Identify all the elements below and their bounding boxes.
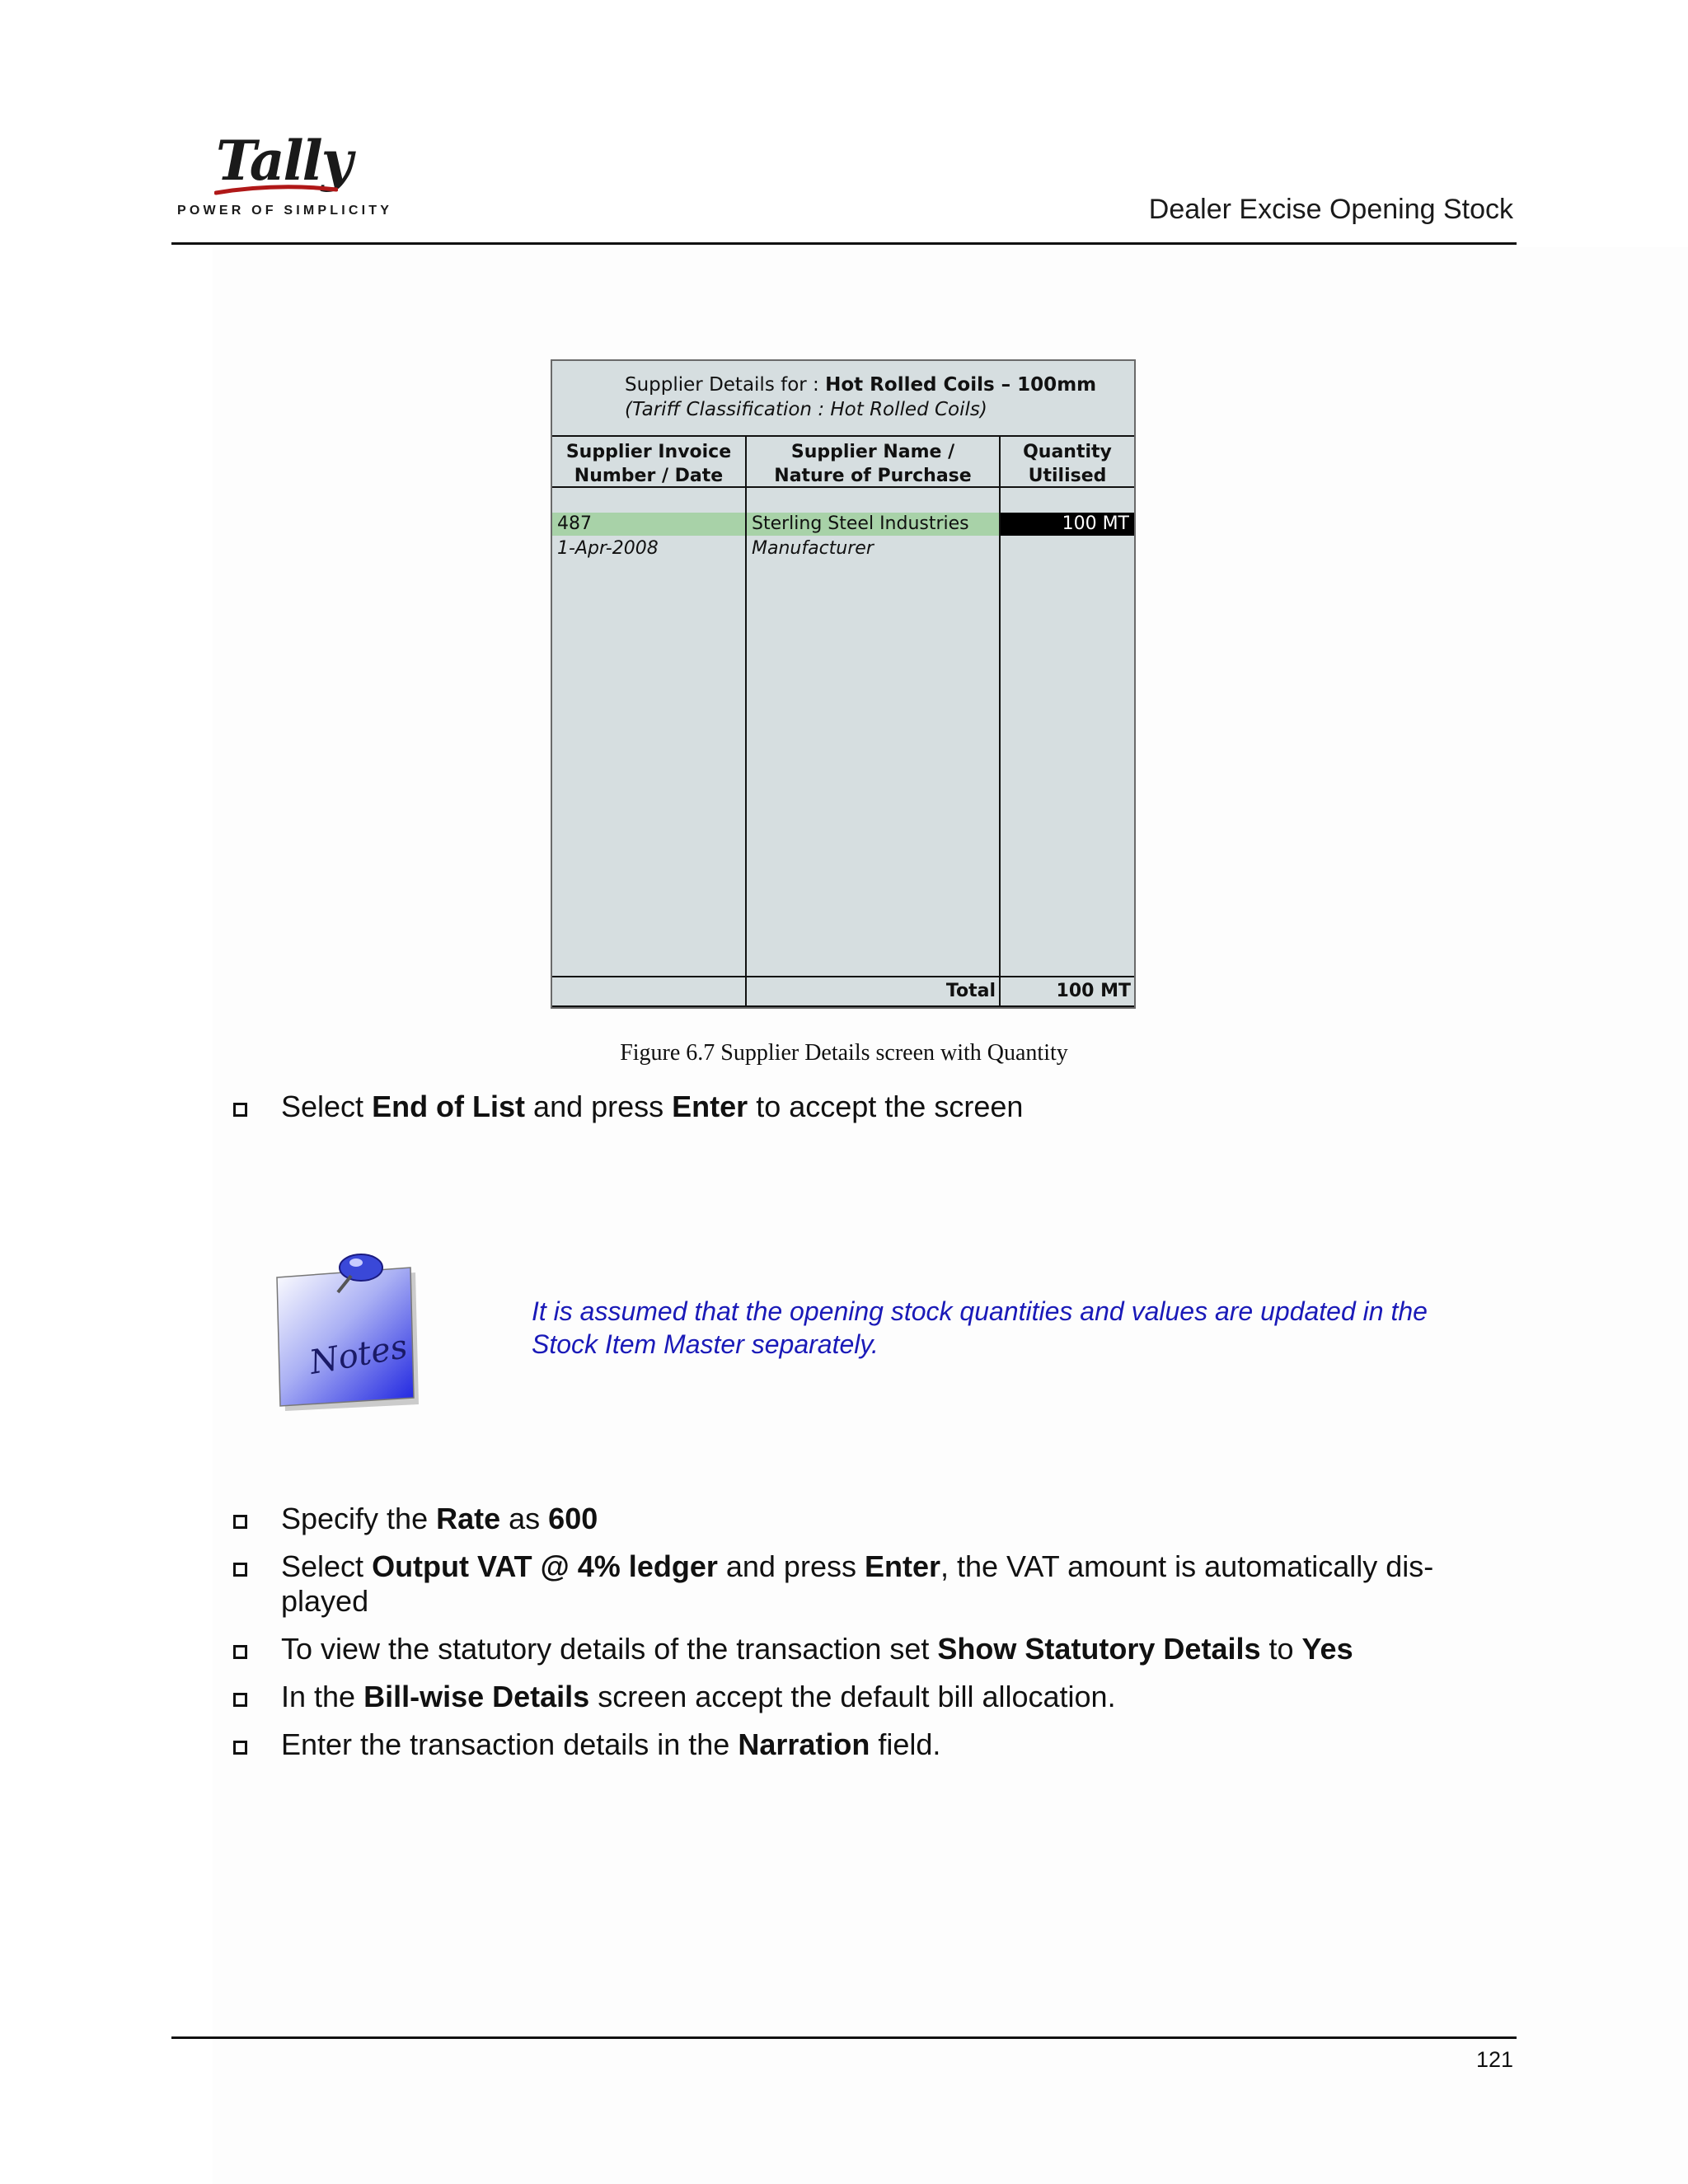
supplier-details-screen xyxy=(551,359,1136,1009)
note-text: It is assumed that the opening stock quantities and values are updated in the Stock Item Master separately. xyxy=(532,1296,1428,1359)
column-header-line: Number / Date xyxy=(574,466,724,486)
bullet-text-part: To view the statutory details of the transaction set xyxy=(281,1632,938,1666)
bullet-text-bold: Bill-wise Details xyxy=(363,1680,590,1713)
bullet-square-icon xyxy=(233,1103,247,1117)
logo-wordmark: Tally xyxy=(216,129,352,193)
total-label: Total xyxy=(945,981,996,1001)
invoice-number: 487 xyxy=(557,513,592,534)
column-header-supplier xyxy=(747,437,999,486)
column-header-quantity xyxy=(1001,437,1134,486)
bullet-text-part: In the xyxy=(281,1680,364,1713)
bullet-text-bold: Yes xyxy=(1301,1632,1353,1666)
bullet-text-part: to accept the screen xyxy=(748,1090,1024,1123)
screen-title-item: Hot Rolled Coils – 100mm xyxy=(825,374,1097,396)
column-header-line: Supplier Name / xyxy=(790,442,955,462)
bullet-text-part: as xyxy=(500,1502,549,1535)
bullet-text-part: Enter the transaction details in the xyxy=(281,1727,738,1761)
bullet-text-bold: Show Statutory Details xyxy=(937,1632,1261,1666)
bullet-text-part: to xyxy=(1260,1632,1302,1666)
notes-icon-label: Notes xyxy=(307,1327,410,1382)
bullet-text-bold: End of List xyxy=(372,1090,526,1123)
bullet-square-icon xyxy=(233,1515,247,1529)
total-value: 100 MT xyxy=(1056,981,1131,1001)
bullet-text xyxy=(281,1090,1486,1124)
bullet-text-bold: 600 xyxy=(548,1502,598,1535)
bullet-square-icon xyxy=(233,1645,247,1659)
quantity-value: 100 MT xyxy=(1062,513,1129,534)
header-rule xyxy=(171,242,1517,245)
tally-logo xyxy=(175,129,393,224)
bullet-text-part: field. xyxy=(870,1727,941,1761)
bullet-text xyxy=(281,1632,1486,1666)
bullet-text-bold: Enter xyxy=(672,1090,748,1123)
nature-of-purchase: Manufacturer xyxy=(752,538,874,559)
bullet-text-part: screen accept the default bill allocation. xyxy=(589,1680,1116,1713)
figure-caption: Figure 6.7 Supplier Details screen with Quantity xyxy=(620,1040,1068,1066)
bullet-text-part: Select xyxy=(281,1549,373,1583)
footer-rule xyxy=(171,2036,1517,2039)
screen-header xyxy=(552,361,1134,437)
footer-divider xyxy=(552,1005,1134,1007)
bullet-square-icon xyxy=(233,1741,247,1755)
column-header-invoice xyxy=(552,437,745,486)
bullet-text-part: and press xyxy=(525,1090,673,1123)
screen-title xyxy=(625,374,1096,396)
total-divider xyxy=(552,976,1134,977)
supplier-name: Sterling Steel Industries xyxy=(752,513,969,534)
bullet-text-bold: Rate xyxy=(436,1502,501,1535)
bullet-text xyxy=(281,1680,1486,1714)
column-header-line: Utilised xyxy=(1028,466,1107,486)
screen-subtitle: (Tariff Classification : Hot Rolled Coils) xyxy=(625,399,987,420)
column-header-line: Nature of Purchase xyxy=(774,466,972,486)
screen-title-prefix: Supplier Details for : xyxy=(625,374,819,396)
bullet-text xyxy=(281,1549,1486,1619)
logo-tagline: POWER OF SIMPLICITY xyxy=(177,204,393,218)
bullet-square-icon xyxy=(233,1563,247,1577)
header-section-title: Dealer Excise Opening Stock xyxy=(1148,194,1513,225)
bullet-text xyxy=(281,1502,1486,1536)
quantity-field[interactable] xyxy=(1001,513,1134,536)
invoice-date: 1-Apr-2008 xyxy=(557,538,659,559)
bullet-text-part: and press xyxy=(717,1549,865,1583)
bullet-text-bold: Enter xyxy=(864,1549,940,1583)
bullet-text-bold: Narration xyxy=(738,1727,870,1761)
column-header-line: Supplier Invoice xyxy=(565,442,732,462)
bullet-text-bold: Output VAT @ 4% ledger xyxy=(372,1549,718,1583)
notes-pushpin-icon xyxy=(270,1244,435,1418)
column-header-line: Quantity xyxy=(1023,442,1112,462)
logo-swoosh-icon xyxy=(214,185,338,196)
bullet-text-part: Specify the xyxy=(281,1502,437,1535)
bullet-text xyxy=(281,1727,1486,1762)
bullet-text-part: , the VAT amount is automatically dis-played xyxy=(281,1549,1434,1618)
bullet-text-part: Select xyxy=(281,1090,373,1123)
page-number: 121 xyxy=(1475,2047,1513,2072)
bullet-square-icon xyxy=(233,1693,247,1707)
